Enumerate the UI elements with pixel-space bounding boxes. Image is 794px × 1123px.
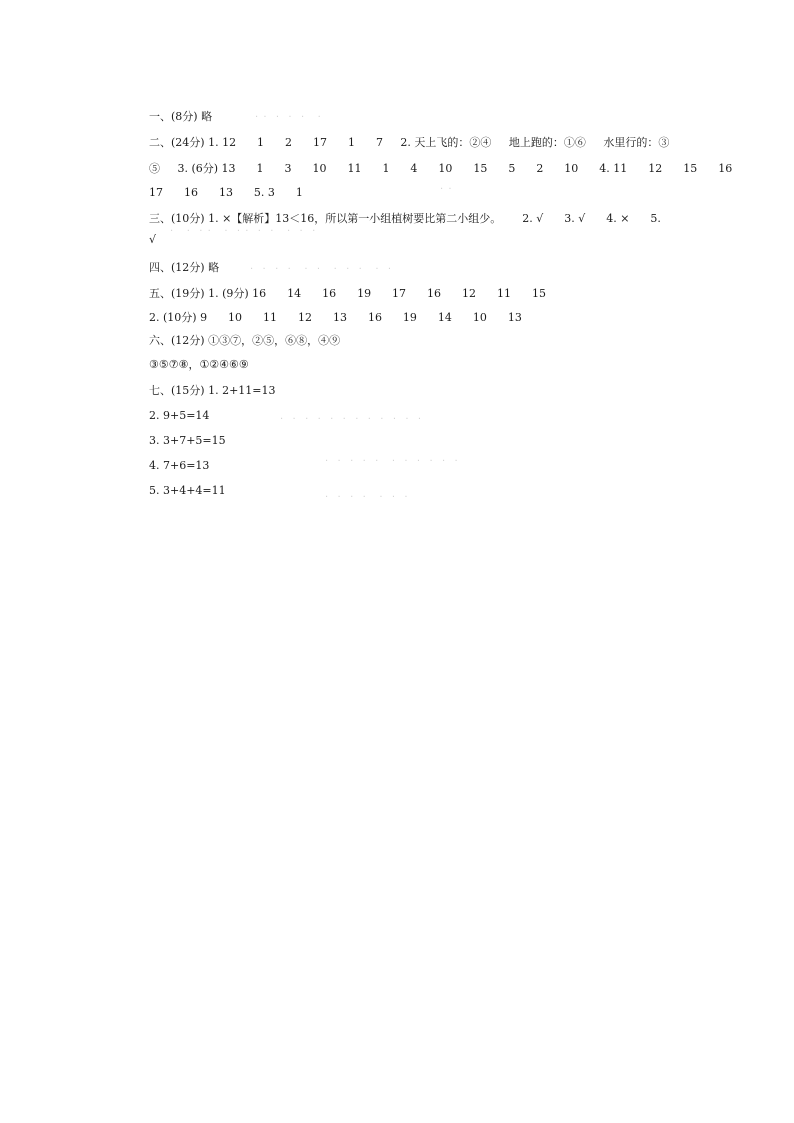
answer-line xyxy=(149,287,546,301)
answer-line xyxy=(149,358,249,372)
answer-line xyxy=(149,484,226,498)
answer-line xyxy=(149,212,661,226)
answer-line xyxy=(149,233,156,247)
answer-line xyxy=(149,261,219,275)
line-text: 5. 3+4+4=11 xyxy=(149,484,226,497)
answer-line xyxy=(149,110,212,124)
line-text: ⑤ 3. (6分) 13 1 3 10 11 1 4 10 15 5 2 10 4. 11 12 15 16 xyxy=(149,162,733,175)
bleed-through-mark: · · · · · · · xyxy=(325,492,409,503)
line-text: 一、(8分) 略 xyxy=(149,110,213,123)
bleed-through-mark: · · · · · · xyxy=(255,112,322,123)
line-text: ③⑤⑦⑧，①②④⑥⑨ xyxy=(149,358,249,371)
answer-line xyxy=(149,311,522,325)
bleed-through-mark: · · xyxy=(440,184,453,195)
bleed-through-mark: · · · · · · · · · · · xyxy=(325,456,459,467)
line-text: 4. 7+6=13 xyxy=(149,459,210,472)
answer-line xyxy=(149,162,732,176)
line-text: 四、(12分) 略 xyxy=(149,261,220,274)
line-text: √ xyxy=(149,233,157,246)
line-text: 3. 3+7+5=15 xyxy=(149,434,226,447)
line-text: 七、(15分) 1. 2+11=13 xyxy=(149,384,276,397)
answer-line xyxy=(149,434,226,448)
line-text: 六、(12分) ①③⑦，②⑤，⑥⑧，④⑨ xyxy=(149,334,341,347)
answer-line xyxy=(149,409,209,423)
line-text: 17 16 13 5. 3 1 xyxy=(149,186,303,199)
line-text: 2. (10分) 9 10 11 12 13 16 19 14 10 13 xyxy=(149,311,522,324)
answer-line xyxy=(149,334,340,348)
line-text: 三、(10分) 1. ×【解析】13＜16，所以第一小组植树要比第二小组少。 2. √ 3. √ 4. × 5. xyxy=(149,212,661,225)
line-text: 五、(19分) 1. (9分) 16 14 16 19 17 16 12 11 15 xyxy=(149,287,546,300)
answer-line xyxy=(149,136,669,150)
answer-line xyxy=(149,186,303,200)
answer-line xyxy=(149,459,209,473)
line-text: 二、(24分) 1. 12 1 2 17 1 7 2. 天上飞的：②④ 地上跑的：①⑥ 水里行的：③ xyxy=(149,136,670,149)
answer-line xyxy=(149,384,276,398)
bleed-through-mark: · · · · · · · · · · · · xyxy=(170,226,317,237)
line-text: 2. 9+5=14 xyxy=(149,409,210,422)
bleed-through-mark: · · · · · · · · · · · · xyxy=(280,414,423,425)
bleed-through-mark: · · · · · · · · · · · xyxy=(250,264,393,275)
